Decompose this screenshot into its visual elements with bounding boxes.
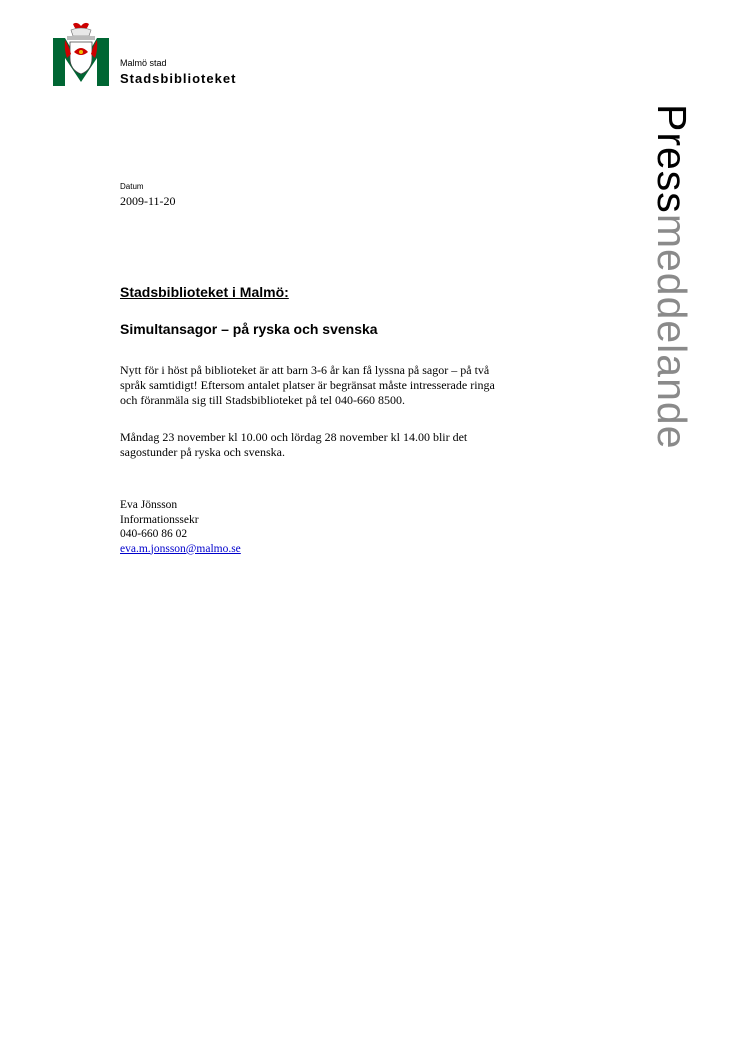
press-release-label <box>642 104 702 554</box>
paragraph-line: Måndag 23 november kl 10.00 och lördag 28 november kl 14.00 blir det <box>120 430 468 444</box>
article-heading-primary: Stadsbiblioteket i Malmö: <box>120 284 289 300</box>
article-paragraph-2 <box>120 430 590 460</box>
contact-name: Eva Jönsson <box>120 499 178 511</box>
press-release-label-part2: meddelande <box>649 213 695 450</box>
paragraph-line: sagostunder på ryska och svenska. <box>120 445 285 459</box>
department-name: Stadsbiblioteket <box>120 71 237 86</box>
signature-block <box>120 498 241 556</box>
paragraph-line: och föranmäla sig till Stadsbiblioteket på tel 040-660 8500. <box>120 393 405 407</box>
article-paragraph-1 <box>120 363 590 408</box>
paragraph-line: Nytt för i höst på biblioteket är att barn 3-6 år kan få lyssna på sagor – på två <box>120 363 490 377</box>
contact-title: Informationssekr <box>120 513 199 526</box>
press-release-label-part1: Press <box>649 104 695 214</box>
contact-phone: 040-660 86 02 <box>120 528 188 540</box>
organization-name: Malmö stad <box>120 58 167 68</box>
contact-email-link[interactable]: eva.m.jonsson@malmo.se <box>120 542 241 555</box>
date-label: Datum <box>120 182 144 191</box>
date-value: 2009-11-20 <box>120 194 176 208</box>
paragraph-line: språk samtidigt! Eftersom antalet platser är begränsat måste intresserade ringa <box>120 378 495 392</box>
article-heading-secondary: Simultansagor – på ryska och svenska <box>120 321 378 337</box>
malmo-coat-of-arms-icon <box>53 22 109 86</box>
